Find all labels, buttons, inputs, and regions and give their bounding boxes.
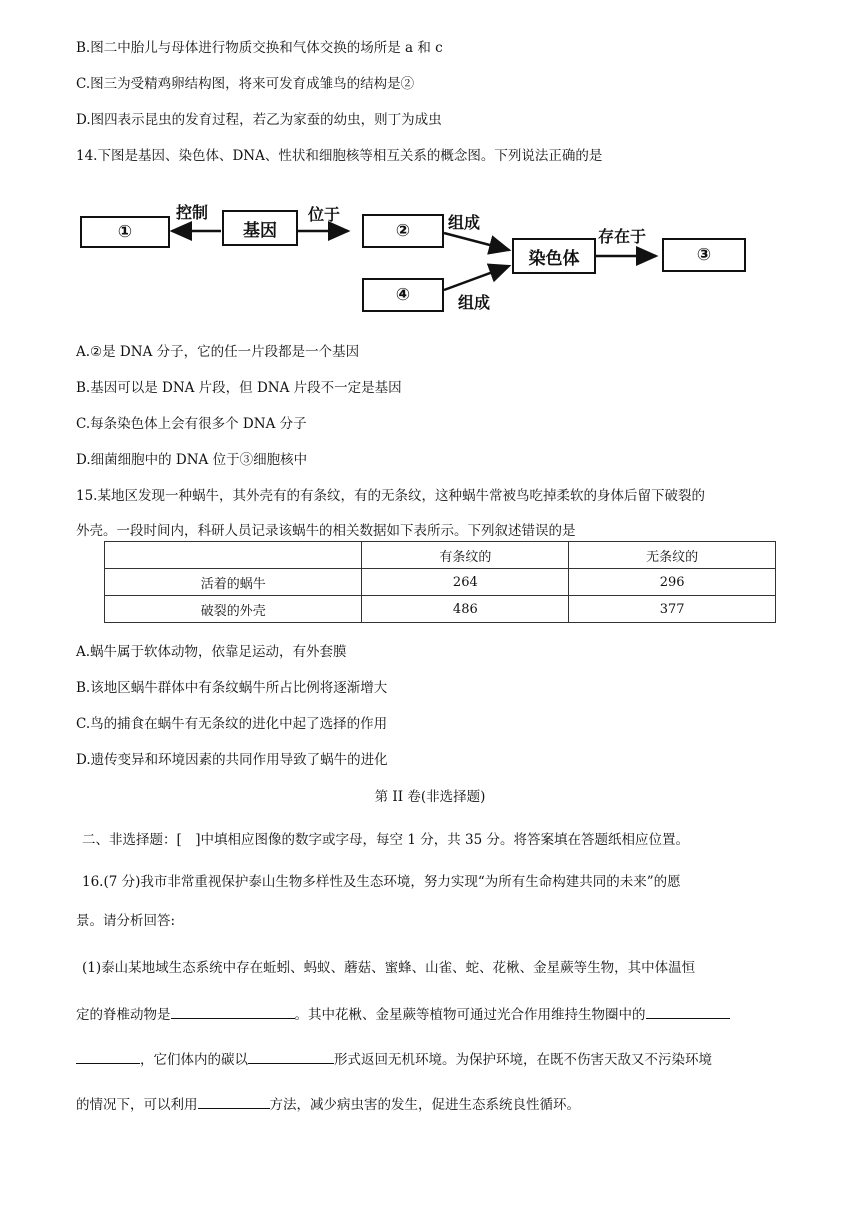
q16-p1-text: ，它们体内的碳以	[140, 1052, 248, 1068]
q13-option-c: C.图三为受精鸡卵结构图，将来可发育成雏鸟的结构是②	[76, 76, 415, 92]
q14-option-b: B.基因可以是 DNA 片段，但 DNA 片段不一定是基因	[76, 380, 402, 396]
snail-data-table	[104, 541, 776, 623]
label-control: 控制	[176, 203, 209, 222]
q16-p1-text: 形式返回无机环境。为保护环境，在既不伤害天敌又不污染环境	[334, 1052, 712, 1068]
box-chromosome: 染色体	[512, 238, 596, 274]
label-compose-bottom: 组成	[458, 293, 491, 312]
q13-option-d: D.图四表示昆虫的发育过程，若乙为家蚕的幼虫，则丁为成虫	[76, 112, 442, 128]
q16-p1-line4	[76, 1094, 580, 1115]
section-2-instruction: 二、非选择题：[ ]中填相应图像的数字或字母，每空 1 分，共 35 分。将答案填在答题纸相应位置。	[82, 832, 689, 848]
q15-option-b: B.该地区蜗牛群体中有条纹蜗牛所占比例将逐渐增大	[76, 680, 388, 696]
q16-p1-text: 的情况下，可以利用	[76, 1097, 198, 1113]
q16-p1-line2	[76, 1004, 730, 1025]
table-row	[105, 596, 776, 623]
q16-stem-line1: 16.(7 分)我市非常重视保护泰山生物多样性及生态环境，努力实现“为所有生命构建共同的未来”的愿	[82, 874, 681, 890]
answer-blank-balance-b[interactable]	[76, 1049, 140, 1064]
label-exist: 存在于	[598, 227, 647, 246]
q13-option-b: B.图二中胎儿与母体进行物质交换和气体交换的场所是 a 和 c	[76, 40, 443, 56]
table-header-cell: 有条纹的	[362, 542, 569, 569]
section-2-title: 第 II 卷(非选择题)	[374, 789, 486, 805]
table-cell: 296	[569, 569, 776, 596]
answer-blank-carbon-form[interactable]	[248, 1049, 334, 1064]
table-header-cell	[105, 542, 362, 569]
answer-blank-vertebrate[interactable]	[171, 1004, 295, 1019]
answer-blank-balance-a[interactable]	[646, 1004, 730, 1019]
arrow-compose-bottom	[444, 266, 509, 290]
q14-stem: 14.下图是基因、染色体、DNA、性状和细胞核等相互关系的概念图。下列说法正确的是	[76, 148, 603, 164]
q15-option-d: D.遗传变异和环境因素的共同作用导致了蜗牛的进化	[76, 752, 388, 768]
table-cell: 破裂的外壳	[105, 596, 362, 623]
box-gene: 基因	[222, 210, 298, 246]
box-4: ④	[362, 278, 444, 312]
table-cell: 264	[362, 569, 569, 596]
table-cell: 486	[362, 596, 569, 623]
q15-option-a: A.蜗牛属于软体动物，依靠足运动，有外套膜	[76, 644, 347, 660]
q16-p1-text: 定的脊椎动物是	[76, 1007, 171, 1023]
q16-p1-line3	[76, 1049, 712, 1070]
concept-map-diagram	[76, 198, 776, 328]
q15-stem-line1: 15.某地区发现一种蜗牛，其外壳有的有条纹，有的无条纹，这种蜗牛常被鸟吃掉柔软的身体后留下破裂的	[76, 488, 705, 504]
table-cell: 377	[569, 596, 776, 623]
table-cell: 活着的蜗牛	[105, 569, 362, 596]
box-2: ②	[362, 214, 444, 248]
table-header-row	[105, 542, 776, 569]
q15-stem-line2: 外壳。一段时间内，科研人员记录该蜗牛的相关数据如下表所示。下列叙述错误的是	[76, 523, 576, 539]
q14-option-c: C.每条染色体上会有很多个 DNA 分子	[76, 416, 307, 432]
q16-p1-text: 方法，减少病虫害的发生，促进生态系统良性循环。	[269, 1097, 580, 1113]
label-located: 位于	[308, 205, 341, 224]
table-row	[105, 569, 776, 596]
answer-blank-method[interactable]	[198, 1094, 270, 1109]
table-header-cell: 无条纹的	[569, 542, 776, 569]
q16-p1-line1: (1)泰山某地域生态系统中存在蚯蚓、蚂蚁、蘑菇、蜜蜂、山雀、蛇、花楸、金星蕨等生物，其中体温恒	[82, 960, 696, 976]
box-1: ①	[80, 216, 170, 248]
arrow-compose-top	[444, 233, 509, 250]
q14-option-d: D.细菌细胞中的 DNA 位于③细胞核中	[76, 452, 308, 468]
q15-option-c: C.鸟的捕食在蜗牛有无条纹的进化中起了选择的作用	[76, 716, 388, 732]
q16-stem-line2: 景。请分析回答:	[76, 913, 176, 929]
label-compose-top: 组成	[448, 213, 481, 232]
q14-option-a: A.②是 DNA 分子，它的任一片段都是一个基因	[76, 344, 360, 360]
box-3: ③	[662, 238, 746, 272]
q16-p1-text: 。其中花楸、金星蕨等植物可通过光合作用维持生物圈中的	[294, 1007, 646, 1023]
